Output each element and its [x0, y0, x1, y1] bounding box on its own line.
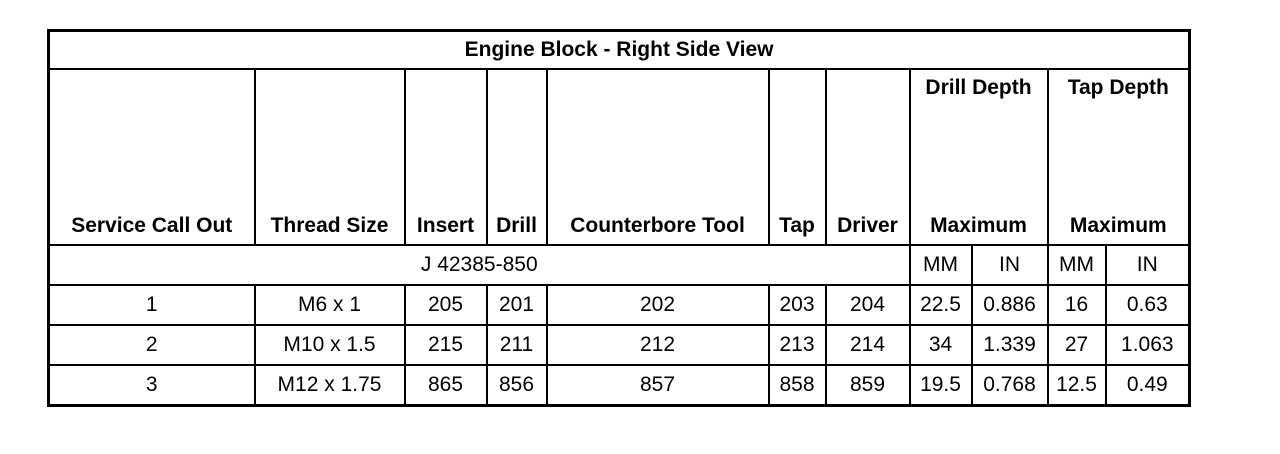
engine-block-table — [47, 29, 1191, 407]
table-row — [49, 325, 1190, 365]
cell-insert: 215 — [405, 325, 487, 365]
table-row — [49, 365, 1190, 406]
header-tap-depth — [1048, 69, 1190, 245]
unit-drill-in: IN — [972, 245, 1048, 285]
cell-insert: 865 — [405, 365, 487, 406]
cell-counterbore: 857 — [547, 365, 769, 406]
cell-drill: 211 — [487, 325, 547, 365]
header-counterbore-tool: Counterbore Tool — [547, 69, 769, 245]
cell-insert: 205 — [405, 285, 487, 325]
cell-tap-in: 0.63 — [1106, 285, 1190, 325]
header-service-call-out: Service Call Out — [49, 69, 255, 245]
header-tap-depth-label: Tap Depth — [1067, 76, 1169, 99]
unit-drill-mm: MM — [910, 245, 972, 285]
cell-drill-mm: 22.5 — [910, 285, 972, 325]
header-thread-size: Thread Size — [255, 69, 405, 245]
cell-call-out: 1 — [49, 285, 255, 325]
cell-drill-mm: 34 — [910, 325, 972, 365]
table-title: Engine Block - Right Side View — [49, 31, 1190, 70]
header-drill-depth — [910, 69, 1048, 245]
cell-tap-mm: 27 — [1048, 325, 1106, 365]
header-insert: Insert — [405, 69, 487, 245]
cell-thread-size: M10 x 1.5 — [255, 325, 405, 365]
cell-driver: 204 — [826, 285, 910, 325]
unit-tap-mm: MM — [1048, 245, 1106, 285]
cell-counterbore: 212 — [547, 325, 769, 365]
cell-call-out: 2 — [49, 325, 255, 365]
cell-tap: 858 — [769, 365, 826, 406]
cell-thread-size: M12 x 1.75 — [255, 365, 405, 406]
header-tap: Tap — [769, 69, 826, 245]
cell-drill-in: 1.339 — [972, 325, 1048, 365]
cell-driver: 859 — [826, 365, 910, 406]
header-drill: Drill — [487, 69, 547, 245]
cell-tap-mm: 16 — [1048, 285, 1106, 325]
cell-drill-in: 0.886 — [972, 285, 1048, 325]
header-driver: Driver — [826, 69, 910, 245]
cell-tap: 213 — [769, 325, 826, 365]
header-drill-depth-maximum: Maximum — [930, 214, 1027, 237]
cell-drill-mm: 19.5 — [910, 365, 972, 406]
cell-tap: 203 — [769, 285, 826, 325]
kit-number: J 42385-850 — [49, 245, 910, 285]
table-row — [49, 285, 1190, 325]
cell-tap-mm: 12.5 — [1048, 365, 1106, 406]
cell-drill: 201 — [487, 285, 547, 325]
cell-thread-size: M6 x 1 — [255, 285, 405, 325]
unit-tap-in: IN — [1106, 245, 1190, 285]
header-tap-depth-maximum: Maximum — [1069, 214, 1167, 237]
cell-driver: 214 — [826, 325, 910, 365]
cell-tap-in: 1.063 — [1106, 325, 1190, 365]
cell-drill: 856 — [487, 365, 547, 406]
header-drill-depth-label: Drill Depth — [925, 76, 1032, 99]
cell-call-out: 3 — [49, 365, 255, 406]
cell-counterbore: 202 — [547, 285, 769, 325]
cell-tap-in: 0.49 — [1106, 365, 1190, 406]
cell-drill-in: 0.768 — [972, 365, 1048, 406]
